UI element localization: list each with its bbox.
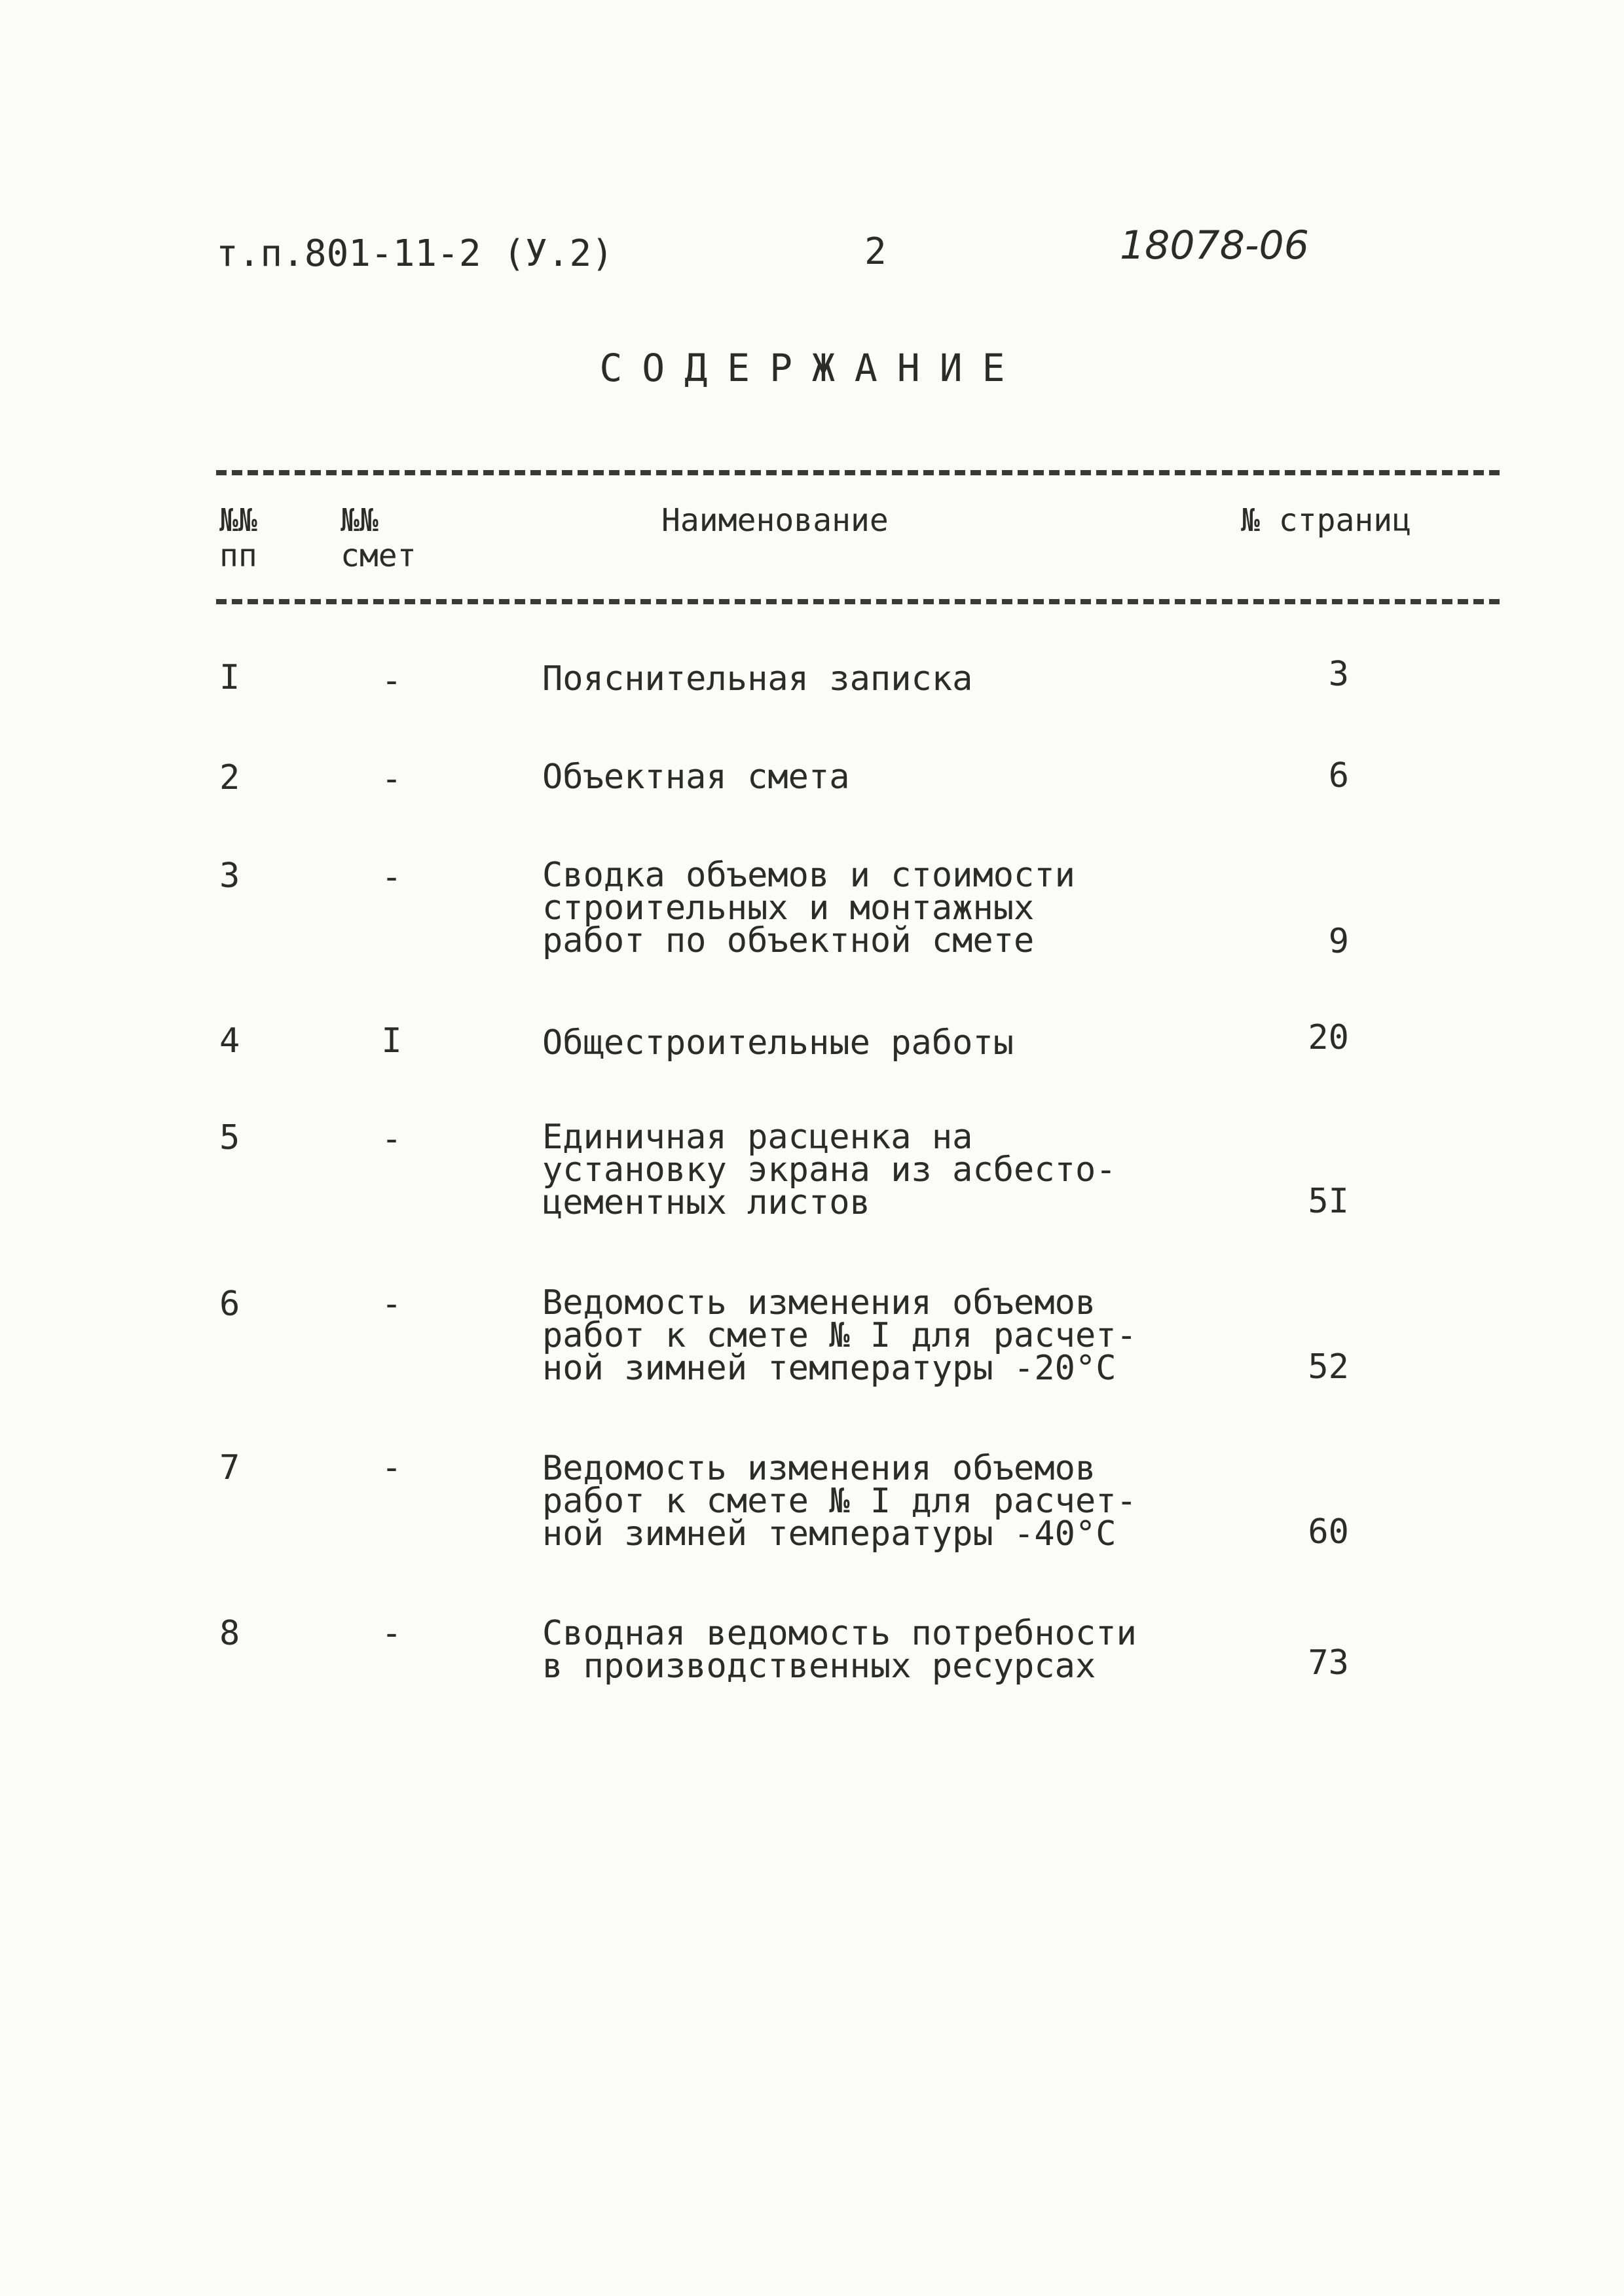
page-number: 2 — [864, 230, 887, 273]
row-name-line: строительных и монтажных — [542, 888, 1035, 928]
row-estimate: - — [381, 661, 402, 701]
row-number: 4 — [219, 1021, 240, 1061]
row-name-line: ной зимней температуры -40°С — [542, 1514, 1116, 1554]
row-page: 73 — [1308, 1643, 1349, 1683]
document-number: 18078-06 — [1120, 223, 1309, 268]
row-page: 3 — [1328, 655, 1349, 694]
row-estimate: - — [381, 1285, 402, 1324]
row-estimate: I — [381, 1021, 402, 1061]
row-name — [542, 659, 973, 699]
row-name — [542, 757, 850, 797]
row-number: 6 — [219, 1285, 240, 1324]
row-name-line: Пояснительная записка — [542, 659, 973, 699]
column-header-pages: № страниц — [1241, 502, 1412, 539]
row-number: I — [219, 658, 240, 697]
row-name-line: Ведомость изменения объемов — [542, 1283, 1096, 1322]
column-header-estimate — [341, 503, 416, 574]
row-page: 9 — [1328, 922, 1349, 961]
row-name-line: Ведомость изменения объемов — [542, 1449, 1096, 1488]
row-page: 52 — [1308, 1347, 1349, 1387]
row-name-line: Общестроительные работы — [542, 1023, 1014, 1063]
top-rule — [216, 470, 1500, 475]
row-name-line: Объектная смета — [542, 757, 850, 797]
column-header-num-top: №№ — [219, 502, 257, 539]
row-name — [542, 1449, 1137, 1554]
row-name-line: работ к смете № I для расчет- — [542, 1482, 1137, 1521]
row-name-line: Единичная расценка на — [542, 1118, 973, 1157]
row-estimate: - — [381, 759, 402, 799]
row-name-line: работ по объектной смете — [542, 921, 1035, 960]
column-header-name: Наименование — [661, 502, 889, 539]
row-page: 6 — [1328, 756, 1349, 795]
row-name-line: Сводная ведомость потребности — [542, 1614, 1137, 1653]
row-name — [542, 1023, 1014, 1063]
row-name — [542, 856, 1075, 960]
row-name — [542, 1614, 1137, 1686]
row-number: 8 — [219, 1614, 240, 1653]
row-name-line: работ к смете № I для расчет- — [542, 1316, 1137, 1355]
row-estimate: - — [381, 1448, 402, 1487]
header-rule — [216, 599, 1500, 604]
row-number: 3 — [219, 856, 240, 896]
column-header-num-bottom: пп — [219, 538, 257, 574]
row-page: 5I — [1308, 1182, 1349, 1221]
row-name-line: установку экрана из асбесто- — [542, 1150, 1116, 1190]
row-estimate: - — [381, 1120, 402, 1159]
row-estimate: - — [381, 858, 402, 897]
row-name-line: цементных листов — [542, 1183, 870, 1222]
column-header-estimate-bottom: смет — [341, 538, 416, 574]
row-number: 7 — [219, 1448, 240, 1487]
row-estimate: - — [381, 1614, 402, 1653]
column-header-num — [219, 503, 257, 574]
row-page: 20 — [1308, 1018, 1349, 1057]
row-name-line: в производственных ресурсах — [542, 1647, 1096, 1686]
row-name — [542, 1283, 1137, 1388]
page-title: СОДЕРЖАНИЕ — [599, 346, 1025, 390]
row-name — [542, 1118, 1116, 1222]
document-code: т.п.801-11-2 (У.2) — [216, 232, 614, 275]
row-name-line: ной зимней температуры -20°С — [542, 1349, 1116, 1388]
column-header-estimate-top: №№ — [341, 502, 378, 539]
row-number: 5 — [219, 1118, 240, 1157]
row-name-line: Сводка объемов и стоимости — [542, 856, 1075, 895]
row-page: 60 — [1308, 1512, 1349, 1552]
row-number: 2 — [219, 758, 240, 797]
